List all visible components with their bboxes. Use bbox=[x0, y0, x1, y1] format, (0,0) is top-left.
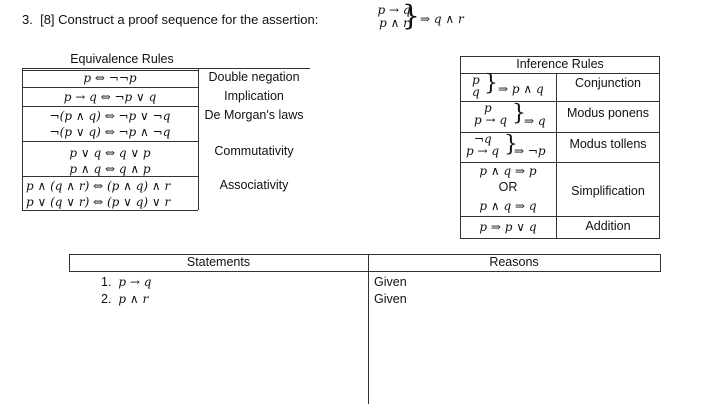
statements-header: Statements bbox=[186, 255, 251, 269]
conj-brace: } bbox=[484, 71, 498, 96]
step-reason: Given bbox=[374, 275, 407, 289]
question-number: 3. bbox=[22, 12, 33, 27]
mp-bottom: p → q bbox=[474, 113, 508, 127]
mt-brace: } bbox=[504, 132, 518, 157]
eq-rule-name: Double negation bbox=[208, 70, 300, 84]
mt-bottom: p → q bbox=[466, 144, 500, 158]
step-statement: p ∧ r bbox=[118, 292, 149, 306]
eq-formula: p ∧ q ⇔ q ∧ p bbox=[69, 162, 151, 176]
eq-rule-name: Associativity bbox=[219, 178, 289, 192]
conj-premises bbox=[472, 74, 480, 98]
proof-table bbox=[69, 254, 661, 404]
inf-rule-name: Conjunction bbox=[574, 76, 641, 90]
premise-brace: } bbox=[402, 0, 420, 32]
mp-result: ⇒ q bbox=[524, 114, 546, 128]
inf-rule-name: Modus tollens bbox=[569, 137, 647, 151]
step-reason: Given bbox=[374, 292, 407, 306]
eq-formula: p ∨ (q ∨ r) ⇔ (p ∨ q) ∨ r bbox=[26, 195, 171, 209]
eq-formula: ¬(p ∨ q) ⇔ ¬p ∧ ¬q bbox=[49, 125, 171, 139]
conclusion: ⇒ q ∧ r bbox=[420, 12, 464, 26]
eq-formula: p ⇔ ¬¬p bbox=[83, 71, 137, 85]
mp-brace: } bbox=[512, 101, 526, 126]
mp-premises bbox=[474, 102, 507, 126]
conj-bottom: q bbox=[472, 85, 480, 99]
inference-title: Inference Rules bbox=[516, 57, 604, 71]
question-header bbox=[22, 12, 318, 27]
step-number: 1. bbox=[101, 275, 112, 289]
eq-formula: p ∨ q ⇔ q ∨ p bbox=[69, 146, 151, 160]
eq-formula: p ∧ (q ∧ r) ⇔ (p ∧ q) ∧ r bbox=[26, 179, 171, 193]
mt-premises bbox=[466, 133, 499, 157]
inf-rule-name: Addition bbox=[585, 219, 631, 233]
proof-row bbox=[101, 292, 148, 306]
inf-rule-name: Simplification bbox=[571, 184, 645, 198]
conj-result: ⇒ p ∧ q bbox=[498, 82, 544, 96]
mp-top: p bbox=[484, 101, 492, 115]
question-points: [8] bbox=[40, 12, 55, 27]
equivalence-title: Equivalence Rules bbox=[70, 52, 174, 66]
simp-line1: p ∧ q ⇒ p bbox=[479, 164, 537, 178]
eq-rule-name: Implication bbox=[224, 89, 284, 103]
reasons-header: Reasons bbox=[489, 255, 539, 269]
eq-rule-name: De Morgan's laws bbox=[204, 108, 304, 122]
eq-rule-name: Commutativity bbox=[214, 144, 294, 158]
proof-row bbox=[101, 275, 151, 289]
equivalence-table bbox=[22, 52, 310, 212]
question-prompt: Construct a proof sequence for the assertion: bbox=[58, 12, 319, 27]
premise-1: p → q bbox=[377, 3, 411, 17]
step-statement: p → q bbox=[118, 275, 152, 289]
step-number: 2. bbox=[101, 292, 112, 306]
inference-table bbox=[460, 56, 660, 239]
premise-2: p ∧ r bbox=[379, 16, 409, 30]
inf-rule-name: Modus ponens bbox=[566, 106, 649, 120]
simp-or: OR bbox=[498, 180, 518, 194]
conj-top: p bbox=[472, 73, 480, 87]
eq-formula: p → q ⇔ ¬p ∨ q bbox=[63, 90, 157, 104]
add-formula: p ⇒ p ∨ q bbox=[479, 220, 537, 234]
mt-result: ⇒ ¬p bbox=[514, 144, 546, 158]
eq-formula: ¬(p ∧ q) ⇔ ¬p ∨ ¬q bbox=[49, 109, 171, 123]
mt-top: ¬q bbox=[474, 132, 492, 146]
simp-line2: p ∧ q ⇒ q bbox=[479, 199, 537, 213]
